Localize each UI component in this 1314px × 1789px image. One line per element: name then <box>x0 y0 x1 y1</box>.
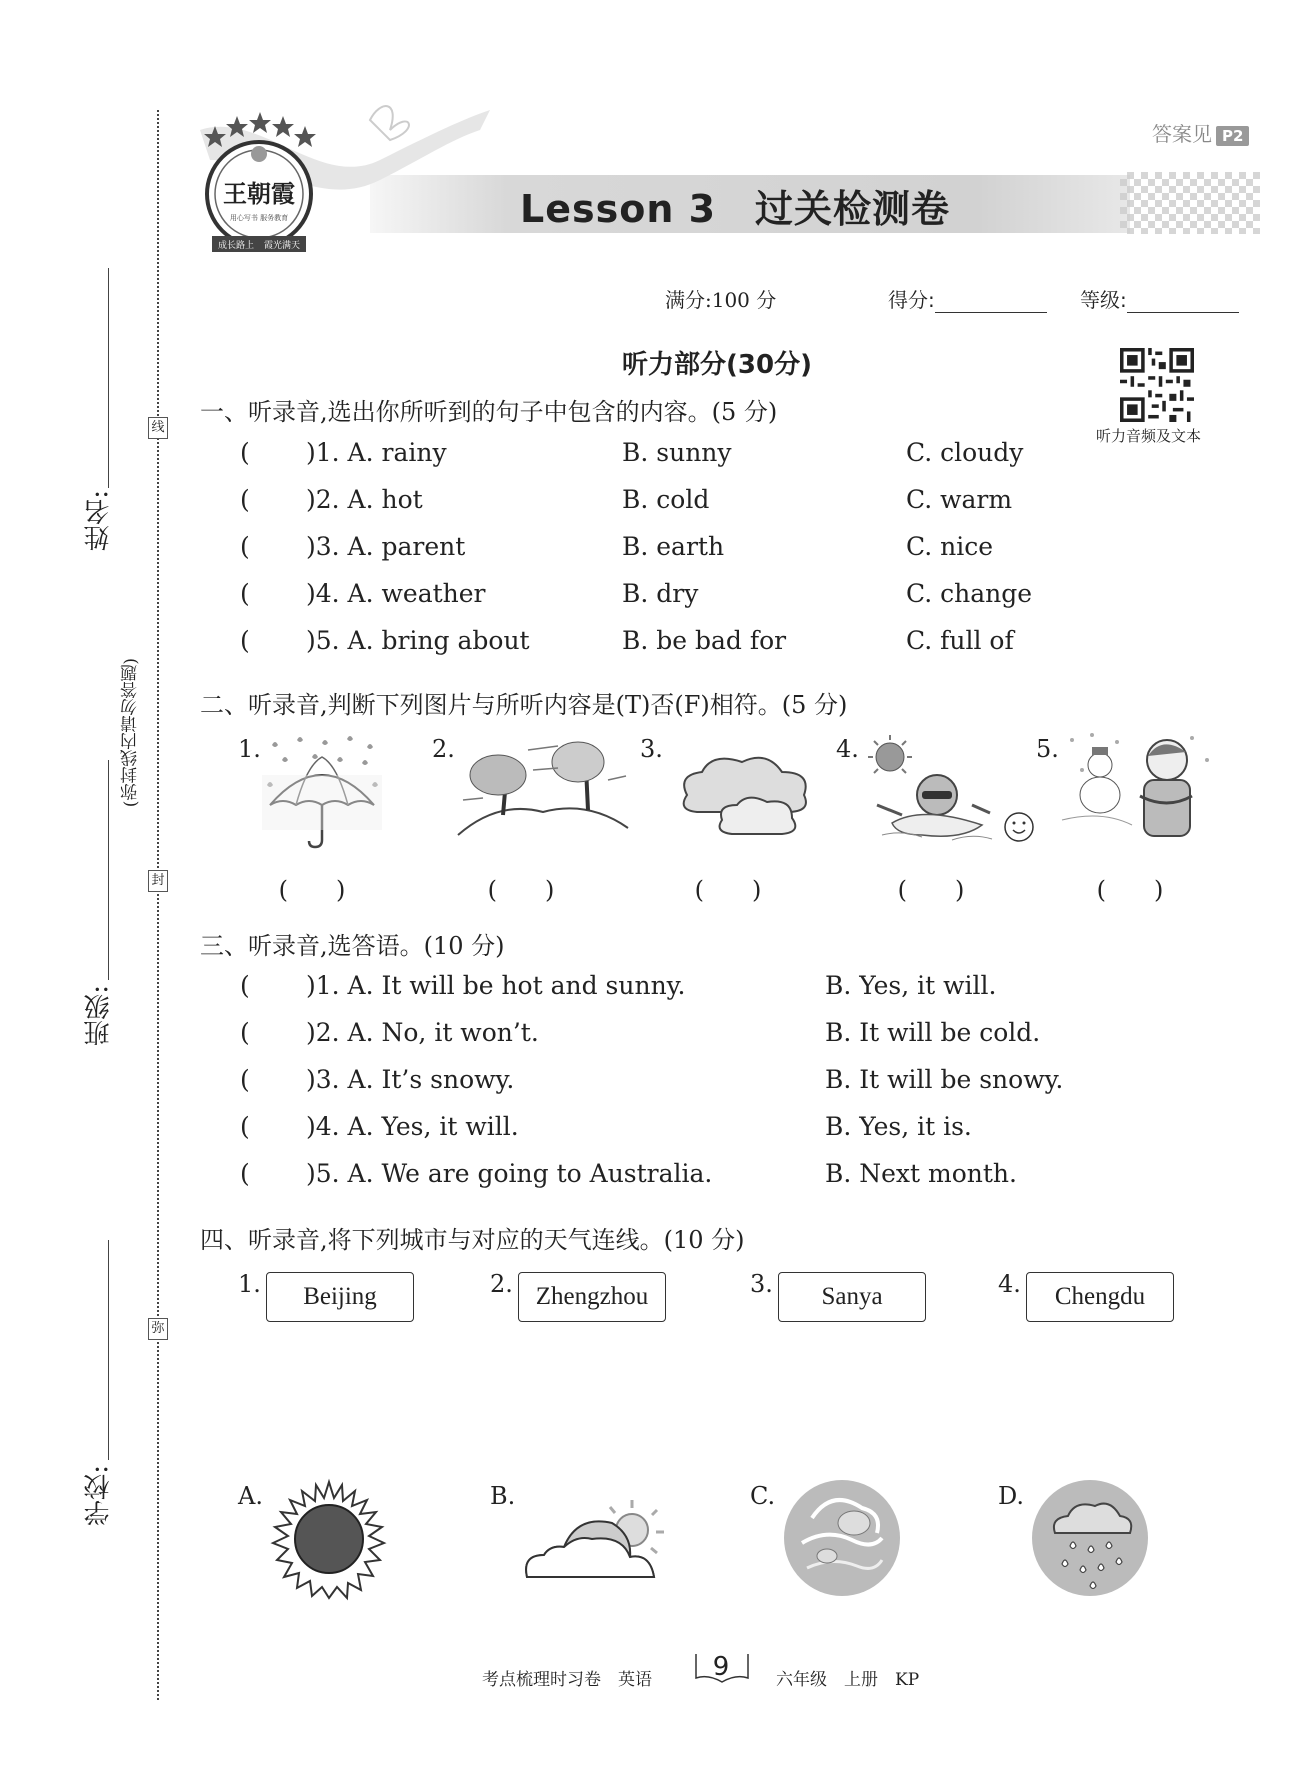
qr-caption: 听力音频及文本 <box>1096 427 1202 445</box>
cut-mark-feng: 封 <box>148 870 168 892</box>
weather-label: B. <box>490 1482 516 1510</box>
part1-question-2 <box>0 485 1314 515</box>
windy-trees-icon <box>458 740 628 840</box>
part1-question-1 <box>0 438 1314 468</box>
part1-question-4 <box>0 579 1314 609</box>
logo-slogan-left: 成长路上 <box>217 241 255 251</box>
snowman-cold-icon <box>1062 730 1212 850</box>
answer-page-badge: P2 <box>1216 126 1249 146</box>
option-c: C. nice <box>906 532 994 561</box>
part1-question-5 <box>0 626 1314 656</box>
option-a: )3. A. It’s snowy. <box>306 1065 515 1094</box>
answer-ref-label: 答案见 <box>1152 122 1212 146</box>
answer-reference <box>1152 118 1249 147</box>
weather-label: C. <box>750 1482 776 1510</box>
part3-question-2 <box>0 1018 1314 1048</box>
grade-field[interactable] <box>1080 284 1239 313</box>
option-a: )4. A. weather <box>306 579 486 608</box>
logo-slogan-right: 霞光满天 <box>263 241 301 251</box>
windy-icon[interactable] <box>782 1478 902 1598</box>
picture-number: 3. <box>640 735 663 763</box>
answer-paren[interactable]: ( <box>240 971 250 1000</box>
option-c: C. cloudy <box>906 438 1024 467</box>
answer-paren-4[interactable]: ( ) <box>897 876 965 904</box>
cut-mark-mi: 弥 <box>148 1318 168 1340</box>
option-c: C. warm <box>906 485 1013 514</box>
logo-name: 王朝霞 <box>223 179 295 208</box>
name-label: 姓名: <box>84 490 114 551</box>
umbrella-rain-icon <box>262 735 382 850</box>
part3-question-4 <box>0 1112 1314 1142</box>
option-b: B. It will be cold. <box>825 1018 1041 1047</box>
banner-pattern <box>1120 172 1260 234</box>
option-b: B. dry <box>622 579 699 608</box>
option-a: )3. A. parent <box>306 532 466 561</box>
clouds-icon <box>672 750 817 840</box>
option-b: B. It will be snowy. <box>825 1065 1064 1094</box>
answer-paren[interactable]: ( <box>240 1018 250 1047</box>
logo-motto: 用心写书 服务教育 <box>229 214 289 222</box>
answer-paren-1[interactable]: ( ) <box>278 876 346 904</box>
part4-heading: 四、听录音,将下列城市与对应的天气连线。(10 分) <box>200 1226 745 1254</box>
option-c: C. full of <box>906 626 1014 655</box>
option-b: B. cold <box>622 485 710 514</box>
option-a: )2. A. No, it won’t. <box>306 1018 539 1047</box>
page-title: Lesson 3 过关检测卷 <box>520 187 951 231</box>
option-a: )1. A. It will be hot and sunny. <box>306 971 686 1000</box>
full-score: 满分:100 分 <box>665 288 777 312</box>
picture-number: 2. <box>432 735 455 763</box>
qr-code-icon[interactable] <box>1120 348 1194 422</box>
swimming-sun-icon <box>862 735 1042 855</box>
option-a: )4. A. Yes, it will. <box>306 1112 519 1141</box>
answer-paren[interactable]: ( <box>240 532 250 561</box>
answer-paren[interactable]: ( <box>240 1159 250 1188</box>
option-b: B. be bad for <box>622 626 787 655</box>
answer-paren-5[interactable]: ( ) <box>1096 876 1164 904</box>
picture-number: 5. <box>1036 735 1059 763</box>
city-zhengzhou[interactable]: Zhengzhou <box>518 1272 666 1322</box>
option-a: )5. A. We are going to Australia. <box>306 1159 713 1188</box>
part3-heading: 三、听录音,选答语。(10 分) <box>200 932 505 960</box>
class-label: 班级: <box>84 985 114 1046</box>
answer-paren[interactable]: ( <box>240 438 250 467</box>
city-number: 3. <box>750 1270 773 1298</box>
option-b: B. sunny <box>622 438 732 467</box>
part3-question-5 <box>0 1159 1314 1189</box>
part1-question-3 <box>0 532 1314 562</box>
cut-note: (弥封线内请勿答题) <box>121 658 141 808</box>
option-a: )2. A. hot <box>306 485 423 514</box>
page-number: 9 <box>712 1652 730 1682</box>
city-number: 2. <box>490 1270 513 1298</box>
book-icon <box>694 1652 750 1686</box>
listening-section-title: 听力部分(30分) <box>622 350 812 380</box>
city-beijing[interactable]: Beijing <box>266 1272 414 1322</box>
option-b: B. Yes, it will. <box>825 971 997 1000</box>
score-field[interactable] <box>888 284 1047 313</box>
option-c: C. change <box>906 579 1033 608</box>
city-number: 4. <box>998 1270 1021 1298</box>
answer-paren[interactable]: ( <box>240 1065 250 1094</box>
option-a: )1. A. rainy <box>306 438 447 467</box>
school-line[interactable] <box>108 1240 109 1460</box>
picture-number: 1. <box>238 735 261 763</box>
seal-cut-line <box>157 110 159 1700</box>
grade-label: 等级: <box>1080 288 1127 312</box>
score-label: 得分: <box>888 288 935 312</box>
part3-question-1 <box>0 971 1314 1001</box>
answer-paren-3[interactable]: ( ) <box>694 876 762 904</box>
school-label: 学校: <box>84 1465 114 1526</box>
part3-question-3 <box>0 1065 1314 1095</box>
answer-paren[interactable]: ( <box>240 626 250 655</box>
footer-right: 六年级 上册 KP <box>776 1670 920 1690</box>
answer-paren[interactable]: ( <box>240 1112 250 1141</box>
city-chengdu[interactable]: Chengdu <box>1026 1272 1174 1322</box>
weather-label: A. <box>238 1482 263 1510</box>
weather-label: D. <box>998 1482 1025 1510</box>
answer-paren[interactable]: ( <box>240 579 250 608</box>
city-number: 1. <box>238 1270 261 1298</box>
logo-icon <box>192 112 322 262</box>
option-b: B. Yes, it is. <box>825 1112 972 1141</box>
answer-paren[interactable]: ( <box>240 485 250 514</box>
cut-mark-xian: 线 <box>148 417 168 439</box>
part2-heading: 二、听录音,判断下列图片与所听内容是(T)否(F)相符。(5 分) <box>200 691 848 719</box>
option-a: )5. A. bring about <box>306 626 530 655</box>
option-b: B. Next month. <box>825 1159 1017 1188</box>
sun-icon[interactable] <box>270 1480 388 1598</box>
picture-number: 4. <box>836 735 859 763</box>
rain-cloud-icon[interactable] <box>1030 1478 1150 1598</box>
answer-paren-2[interactable]: ( ) <box>487 876 555 904</box>
footer-left: 考点梳理时习卷 英语 <box>482 1670 652 1690</box>
class-line[interactable] <box>108 760 109 980</box>
city-sanya[interactable]: Sanya <box>778 1272 926 1322</box>
part1-heading: 一、听录音,选出你所听到的句子中包含的内容。(5 分) <box>200 398 778 426</box>
sun-behind-cloud-icon[interactable] <box>522 1485 672 1585</box>
option-b: B. earth <box>622 532 725 561</box>
